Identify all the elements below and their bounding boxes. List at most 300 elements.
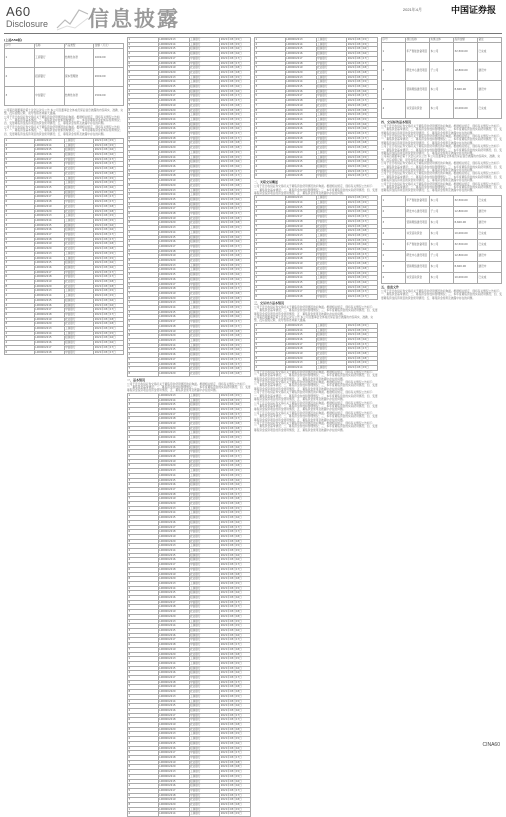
table-cell: 7 [128, 798, 159, 803]
table-cell: 2 [128, 624, 159, 629]
table-cell: 3 [255, 47, 286, 52]
table-cell: L000002217 [158, 357, 189, 362]
table-cell: 工商银行 [189, 301, 220, 306]
table-cell: 2021年03月17日 [220, 638, 251, 643]
table-cell: L000002217 [158, 132, 189, 137]
table-cell: 2021年03月17日 [347, 136, 378, 141]
table-cell: 2 [5, 218, 35, 223]
table-cell: L000002220 [158, 70, 189, 75]
table-cell: 8 [128, 690, 159, 695]
table-cell: 农业银行 [316, 352, 347, 357]
table-cell: L000002215 [158, 273, 189, 278]
table-cell: 3 [128, 666, 159, 671]
table-cell: L000002219 [158, 216, 189, 221]
table-cell: 工商银行 [316, 113, 347, 118]
table-cell: 2021年03月16日 [220, 353, 251, 358]
table-cell: 中信银行 [189, 755, 220, 760]
table-cell: L000002216 [158, 353, 189, 358]
table-cell: 1 [255, 38, 286, 43]
table-row [382, 217, 502, 228]
table-cell: 招商银行 [316, 127, 347, 132]
table-cell: L000002215 [158, 516, 189, 521]
table-cell: 工商银行 [189, 619, 220, 624]
table-cell: 工商银行 [64, 143, 94, 148]
table-cell: 2021年03月17日 [220, 487, 251, 492]
table-cell: L000002214 [158, 436, 189, 441]
table-cell: 3 [5, 261, 35, 266]
table-cell: L000002217 [285, 252, 316, 257]
table-cell: 4 [5, 303, 35, 308]
table-cell: 2021年03月17日 [220, 287, 251, 292]
table-cell: 招商银行 [189, 483, 220, 488]
table-cell: 2021年03月17日 [347, 342, 378, 347]
table-cell: 5 [5, 233, 35, 238]
table-cell: 2021年03月15日 [220, 770, 251, 775]
table-cell: 工商银行 [189, 436, 220, 441]
table-cell: L000002215 [158, 440, 189, 445]
table-cell: 招商银行 [316, 164, 347, 169]
table-cell: 招商银行 [316, 85, 347, 90]
table-cell: 7 [128, 422, 159, 427]
table-cell: L000002219 [285, 262, 316, 267]
table-cell: 招商银行 [189, 315, 220, 320]
table-cell: L000002217 [158, 412, 189, 417]
table-cell: L000002218 [158, 605, 189, 610]
table-row [382, 239, 502, 250]
table-cell: 工商银行 [316, 276, 347, 281]
table-cell: 6 [255, 219, 286, 224]
column-2 [127, 37, 251, 816]
project-table [381, 37, 502, 119]
table-cell: 中信银行 [189, 61, 220, 66]
table-cell: 2021年03月18日 [220, 760, 251, 765]
table-cell: 2021年03月15日 [94, 143, 124, 148]
table-cell: 本公司 [430, 261, 454, 272]
table-cell: 农业银行 [189, 291, 220, 296]
table-cell: 农业银行 [189, 426, 220, 431]
table-cell: 1 [128, 619, 159, 624]
table-cell: L000002219 [285, 141, 316, 146]
table-cell: L000002217 [285, 94, 316, 99]
table-cell: L000002216 [158, 520, 189, 525]
table-cell: L000002214 [158, 549, 189, 554]
table-cell: 8 [255, 70, 286, 75]
table-cell: 2021年03月16日 [347, 243, 378, 248]
table-cell: 2021年03月15日 [220, 732, 251, 737]
body-paragraph: 公司于近日收到证券交易所关于募集资金使用情况的问询函。根据相关规定，现将有关情况公告如下：一、募集资金基本情况；二、募集资金存放和管理情况；三、本年度募集资金的实际使用情况；四、变更募集资金投资项目的资金使用情况；五、募集资金使用及披露中存在的问题。 [381, 171, 502, 183]
table-cell: L000002215 [34, 261, 64, 266]
table-cell: 10,000.00 [454, 99, 478, 118]
table-cell: 6 [128, 605, 159, 610]
table-cell: 建设中 [478, 250, 502, 261]
table-cell: 工商银行 [189, 544, 220, 549]
table-cell: L000002218 [158, 417, 189, 422]
table-cell: 2021年03月16日 [94, 185, 124, 190]
table-cell: 6 [128, 680, 159, 685]
table-cell: 6 [128, 174, 159, 179]
table-cell: L000002215 [34, 185, 64, 190]
table-cell: 7 [5, 204, 35, 209]
table-cell: L000002215 [158, 85, 189, 90]
table-cell: 3 [128, 704, 159, 709]
table-cell: 工商银行 [316, 361, 347, 366]
table-cell: L000002220 [158, 221, 189, 226]
table-cell: 农业银行 [189, 367, 220, 372]
table-cell: 工商银行 [316, 38, 347, 43]
table-cell: L000002213 [158, 807, 189, 812]
table-cell: L000002218 [285, 295, 316, 300]
table-cell: 中信银行 [316, 136, 347, 141]
table-cell: L000002215 [285, 160, 316, 165]
table-cell: L000002218 [158, 530, 189, 535]
table-cell: L000002217 [158, 94, 189, 99]
table-cell: 2021年03月16日 [220, 671, 251, 676]
table-cell: L000002214 [158, 42, 189, 47]
table-cell: 中信银行 [189, 600, 220, 605]
table-cell: 2 [5, 67, 35, 86]
table-cell: 工商银行 [64, 214, 94, 219]
table-cell: 1000.00 [94, 48, 124, 67]
table-cell: 2021年03月18日 [94, 209, 124, 214]
table-cell: 2021年03月17日 [347, 257, 378, 262]
table-cell: 工商银行 [316, 328, 347, 333]
table-cell: L000002214 [285, 366, 316, 371]
table-cell: 2 [255, 201, 286, 206]
table-cell: 2021年03月16日 [347, 333, 378, 338]
table-cell: 农业银行 [189, 334, 220, 339]
table-cell: 2021年03月17日 [94, 157, 124, 162]
table-cell: 2021年03月15日 [220, 581, 251, 586]
table-cell: 2021年03月16日 [220, 277, 251, 282]
table-cell: 2 [128, 230, 159, 235]
table-cell: 2021年03月15日 [94, 176, 124, 181]
table-cell: L000002220 [285, 356, 316, 361]
table-cell: 结构性存款 [64, 48, 94, 67]
table-cell: 中信银行 [64, 308, 94, 313]
table-cell: 中信银行 [189, 249, 220, 254]
table-cell: 2021年03月16日 [220, 520, 251, 525]
table-cell: L000002220 [34, 284, 64, 289]
table-cell: 6 [128, 362, 159, 367]
table-cell: 2021年03月16日 [94, 261, 124, 266]
table-cell: 2021年03月15日 [220, 469, 251, 474]
table-cell: 招商银行 [64, 265, 94, 270]
body-paragraph: 公司于近日收到证券交易所关于募集资金使用情况的问询函。根据相关规定，现将有关情况公告如下：一、募集资金基本情况；二、募集资金存放和管理情况；三、本年度募集资金的实际使用情况；四、变更募集资金投资项目的资金使用情况；五、募集资金使用及披露中存在的问题。 [254, 304, 378, 316]
table-cell: L000002216 [158, 202, 189, 207]
table-cell: 2021年03月16日 [220, 273, 251, 278]
table-cell: 农业银行 [189, 765, 220, 770]
table-cell: L000002213 [34, 327, 64, 332]
table-cell: 7 [128, 610, 159, 615]
header-cell: 名称 [34, 44, 64, 49]
table-cell: 工商银行 [189, 473, 220, 478]
table-cell: 2 [128, 268, 159, 273]
table-cell: 2021年03月18日 [220, 371, 251, 376]
section-heading: 五、备查文件 [381, 284, 400, 289]
table-cell: L000002216 [34, 153, 64, 158]
notice-title: (上接A59版) [4, 38, 23, 42]
header-cell: 产品类型 [64, 44, 94, 49]
table-cell: 2021年03月18日 [220, 647, 251, 652]
table-cell: 工商银行 [189, 398, 220, 403]
column-1 [4, 37, 124, 737]
table-cell: 7 [128, 459, 159, 464]
table-cell: 农业银行 [189, 760, 220, 765]
table-cell: 5 [5, 157, 35, 162]
table-cell: L000002220 [285, 229, 316, 234]
table-cell: 2021年03月17日 [220, 525, 251, 530]
table-cell: 招商银行 [189, 52, 220, 57]
table-cell: 中信银行 [316, 219, 347, 224]
table-cell: 2021年03月16日 [347, 164, 378, 169]
table-cell: 2021年03月18日 [220, 183, 251, 188]
table-cell: L000002215 [158, 591, 189, 596]
table-cell: 4 [5, 228, 35, 233]
table-cell: L000002218 [158, 136, 189, 141]
table-cell: 2021年03月15日 [94, 289, 124, 294]
table-cell: 2021年03月16日 [220, 596, 251, 601]
table-cell: 7 [255, 352, 286, 357]
table-cell: 2021年03月15日 [220, 586, 251, 591]
table-cell: 农业银行 [189, 614, 220, 619]
table-cell: 招商银行 [64, 336, 94, 341]
table-cell: 8 [128, 464, 159, 469]
table-cell: 2021年03月17日 [94, 350, 124, 355]
table-cell: 招商银行 [189, 197, 220, 202]
table-cell: 2021年03月18日 [94, 167, 124, 172]
table-cell: 2021年03月15日 [220, 511, 251, 516]
table-cell: 4 [5, 153, 35, 158]
table-cell: 2021年03月18日 [220, 497, 251, 502]
section-heading: 二、关联交易概述 [254, 180, 279, 185]
table-cell: 2 [128, 155, 159, 160]
table-row [382, 42, 502, 61]
table-cell: 农业银行 [189, 371, 220, 376]
table-cell: L000002215 [158, 741, 189, 746]
table-cell: 保本型理财 [64, 67, 94, 86]
table-cell: 8 [128, 183, 159, 188]
table-cell: 1 [382, 42, 406, 61]
table-cell: 中信银行 [64, 350, 94, 355]
table-cell: 中信银行 [189, 793, 220, 798]
chart-line-icon [55, 2, 91, 32]
table-cell: 2021年03月16日 [220, 407, 251, 412]
table-cell: 招商银行 [189, 671, 220, 676]
table-cell: 2021年03月18日 [94, 242, 124, 247]
table-cell: 2 [128, 699, 159, 704]
table-cell: L000002214 [158, 117, 189, 122]
table-cell: L000002217 [285, 342, 316, 347]
table-cell: 2021年03月15日 [220, 699, 251, 704]
table-cell: L000002215 [158, 160, 189, 165]
table-cell: 2021年03月15日 [220, 306, 251, 311]
table-cell: 中信银行 [189, 169, 220, 174]
table-cell: 5 [255, 56, 286, 61]
table-cell: L000002217 [158, 788, 189, 793]
table-cell: 2021年03月18日 [220, 534, 251, 539]
table-cell: 6 [128, 567, 159, 572]
table-cell: 农业银行 [189, 459, 220, 464]
table-cell: 招商银行 [189, 666, 220, 671]
table-cell: 3 [128, 629, 159, 634]
table-cell: L000002218 [158, 755, 189, 760]
table-cell: 2021年03月18日 [220, 610, 251, 615]
table-row [382, 80, 502, 99]
table-cell: 工商银行 [189, 661, 220, 666]
table-cell: 工商银行 [189, 732, 220, 737]
table-cell: 中信银行 [64, 195, 94, 200]
table-cell: 中信银行 [189, 362, 220, 367]
table-cell: 2021年03月15日 [220, 657, 251, 662]
table-cell: 1 [255, 323, 286, 328]
table-cell: 2021年03月16日 [347, 210, 378, 215]
table-cell: 2 [255, 238, 286, 243]
table-cell: 1 [255, 150, 286, 155]
table-cell: 2021年03月16日 [220, 478, 251, 483]
table-cell: L000002214 [285, 117, 316, 122]
table-cell: 6 [128, 793, 159, 798]
table-cell: 招商银行 [189, 160, 220, 165]
table-cell: 2021年03月17日 [94, 200, 124, 205]
table-cell: 3 [128, 779, 159, 784]
table-cell: 2021年03月15日 [220, 80, 251, 85]
table-cell: 5 [255, 215, 286, 220]
table-cell: 中信银行 [189, 94, 220, 99]
table-cell: 2021年03月16日 [347, 89, 378, 94]
table-cell: 2021年03月18日 [220, 803, 251, 808]
table-cell: 2021年03月16日 [220, 440, 251, 445]
table-cell: L000002213 [158, 619, 189, 624]
table-cell: 本公司 [430, 42, 454, 61]
table-cell: 工商银行 [316, 150, 347, 155]
table-cell: 2021年03月15日 [220, 117, 251, 122]
table-cell: 2021年03月15日 [220, 339, 251, 344]
table-cell: 2021年03月17日 [220, 362, 251, 367]
table-cell: 5 [5, 195, 35, 200]
table-cell: 中信银行 [64, 157, 94, 162]
table-cell: 2021年03月18日 [220, 367, 251, 372]
table-cell: 2021年03月16日 [220, 666, 251, 671]
body-paragraph: 公司于近日收到证券交易所关于募集资金使用情况的问询函。根据相关规定，现将有关情况公告如下：一、募集资金基本情况；二、募集资金存放和管理情况；三、本年度募集资金的实际使用情况；四、变更募集资金投资项目的资金使用情况；五、募集资金使用及披露中存在的问题。 [4, 124, 123, 136]
table-cell: 招商银行 [189, 164, 220, 169]
table-cell: 2021年03月18日 [220, 259, 251, 264]
table-cell: 6 [255, 347, 286, 352]
code-table [254, 323, 378, 371]
table-cell: 3 [382, 80, 406, 99]
table-cell: L000002214 [158, 624, 189, 629]
table-row [382, 261, 502, 272]
table-cell: 已完成 [478, 99, 502, 118]
table-cell: 4 [128, 671, 159, 676]
table-cell: 1 [5, 289, 35, 294]
table-cell: L000002216 [158, 315, 189, 320]
table-cell: 招商银行 [189, 746, 220, 751]
table-cell: 工商银行 [189, 624, 220, 629]
table-cell: 2021年03月17日 [220, 563, 251, 568]
table-cell: 农业银行 [316, 224, 347, 229]
table-cell: L000002218 [285, 219, 316, 224]
table-cell: 3 [128, 440, 159, 445]
table-cell: 2021年03月18日 [220, 422, 251, 427]
table-cell: 2021年03月17日 [220, 567, 251, 572]
table-cell: 2021年03月15日 [94, 294, 124, 299]
table-cell: 招商银行 [189, 348, 220, 353]
table-cell: 6 [255, 174, 286, 179]
table-cell: 2021年03月16日 [220, 160, 251, 165]
table-cell: 2021年03月16日 [220, 164, 251, 169]
table-cell: L000002220 [158, 727, 189, 732]
table-cell: 2021年03月16日 [220, 202, 251, 207]
column-4 [381, 37, 502, 737]
table-cell: 农业银行 [316, 66, 347, 71]
table-cell: L000002214 [158, 193, 189, 198]
table-cell: 4 [255, 285, 286, 290]
table-cell: L000002213 [34, 214, 64, 219]
table-cell: 农业银行 [316, 70, 347, 75]
table-cell: 招商银行 [189, 520, 220, 525]
table-cell: 5 [5, 270, 35, 275]
table-cell: 2021年03月15日 [220, 155, 251, 160]
header-cell: 项目名称 [406, 38, 430, 43]
body-paragraph: 公司于近日收到证券交易所关于募集资金使用情况的问询函。根据相关规定，现将有关情况公告如下：一、募集资金基本情况；二、募集资金存放和管理情况；三、本年度募集资金的实际使用情况；四、变更募集资金投资项目的资金使用情况；五、募集资金使用及披露中存在的问题。 [381, 133, 502, 145]
table-cell: 中信银行 [189, 638, 220, 643]
table-cell: 2021年03月15日 [220, 188, 251, 193]
table-cell: 工商银行 [189, 268, 220, 273]
table-cell: 8 [5, 171, 35, 176]
table-cell: L000002219 [158, 329, 189, 334]
table-cell: 2021年03月18日 [220, 577, 251, 582]
table-cell: 工商银行 [189, 657, 220, 662]
table-cell: 中信银行 [189, 492, 220, 497]
table-cell: L000002220 [285, 70, 316, 75]
table-cell: 招商银行 [316, 160, 347, 165]
table-cell: L000002218 [34, 237, 64, 242]
table-cell: 农业银行 [64, 167, 94, 172]
table-cell: 8 [128, 296, 159, 301]
table-cell: 工商银行 [189, 774, 220, 779]
table-cell: L000002214 [158, 511, 189, 516]
table-cell: L000002213 [285, 271, 316, 276]
table-cell: 招商银行 [316, 89, 347, 94]
table-cell: L000002216 [285, 210, 316, 215]
table-cell: 5 [255, 94, 286, 99]
table-cell: 2021年03月15日 [347, 328, 378, 333]
table-cell: L000002218 [158, 643, 189, 648]
table-cell: 2021年03月15日 [347, 113, 378, 118]
table-cell: 2 [128, 737, 159, 742]
table-cell: 2021年03月15日 [347, 323, 378, 328]
table-row [128, 812, 251, 817]
table-cell: 2021年03月17日 [220, 174, 251, 179]
table-cell: 2021年03月16日 [220, 779, 251, 784]
table-cell: 工商银行 [64, 251, 94, 256]
table-cell: 4 [5, 265, 35, 270]
table-cell: L000002213 [158, 469, 189, 474]
table-cell: 工商银行 [316, 75, 347, 80]
table-cell: 2021年03月17日 [94, 312, 124, 317]
table-cell: 工商银行 [64, 327, 94, 332]
table-cell: 2021年03月16日 [220, 516, 251, 521]
table-cell: 工商银行 [316, 201, 347, 206]
table-cell: 2021年03月18日 [94, 280, 124, 285]
table-cell: 农业银行 [316, 141, 347, 146]
table-cell: 6 [128, 287, 159, 292]
table-cell: 本公司 [430, 239, 454, 250]
table-cell: L000002220 [158, 577, 189, 582]
table-cell: 6 [5, 350, 35, 355]
table-cell: 招商银行 [316, 248, 347, 253]
table-cell: 中信银行 [189, 132, 220, 137]
